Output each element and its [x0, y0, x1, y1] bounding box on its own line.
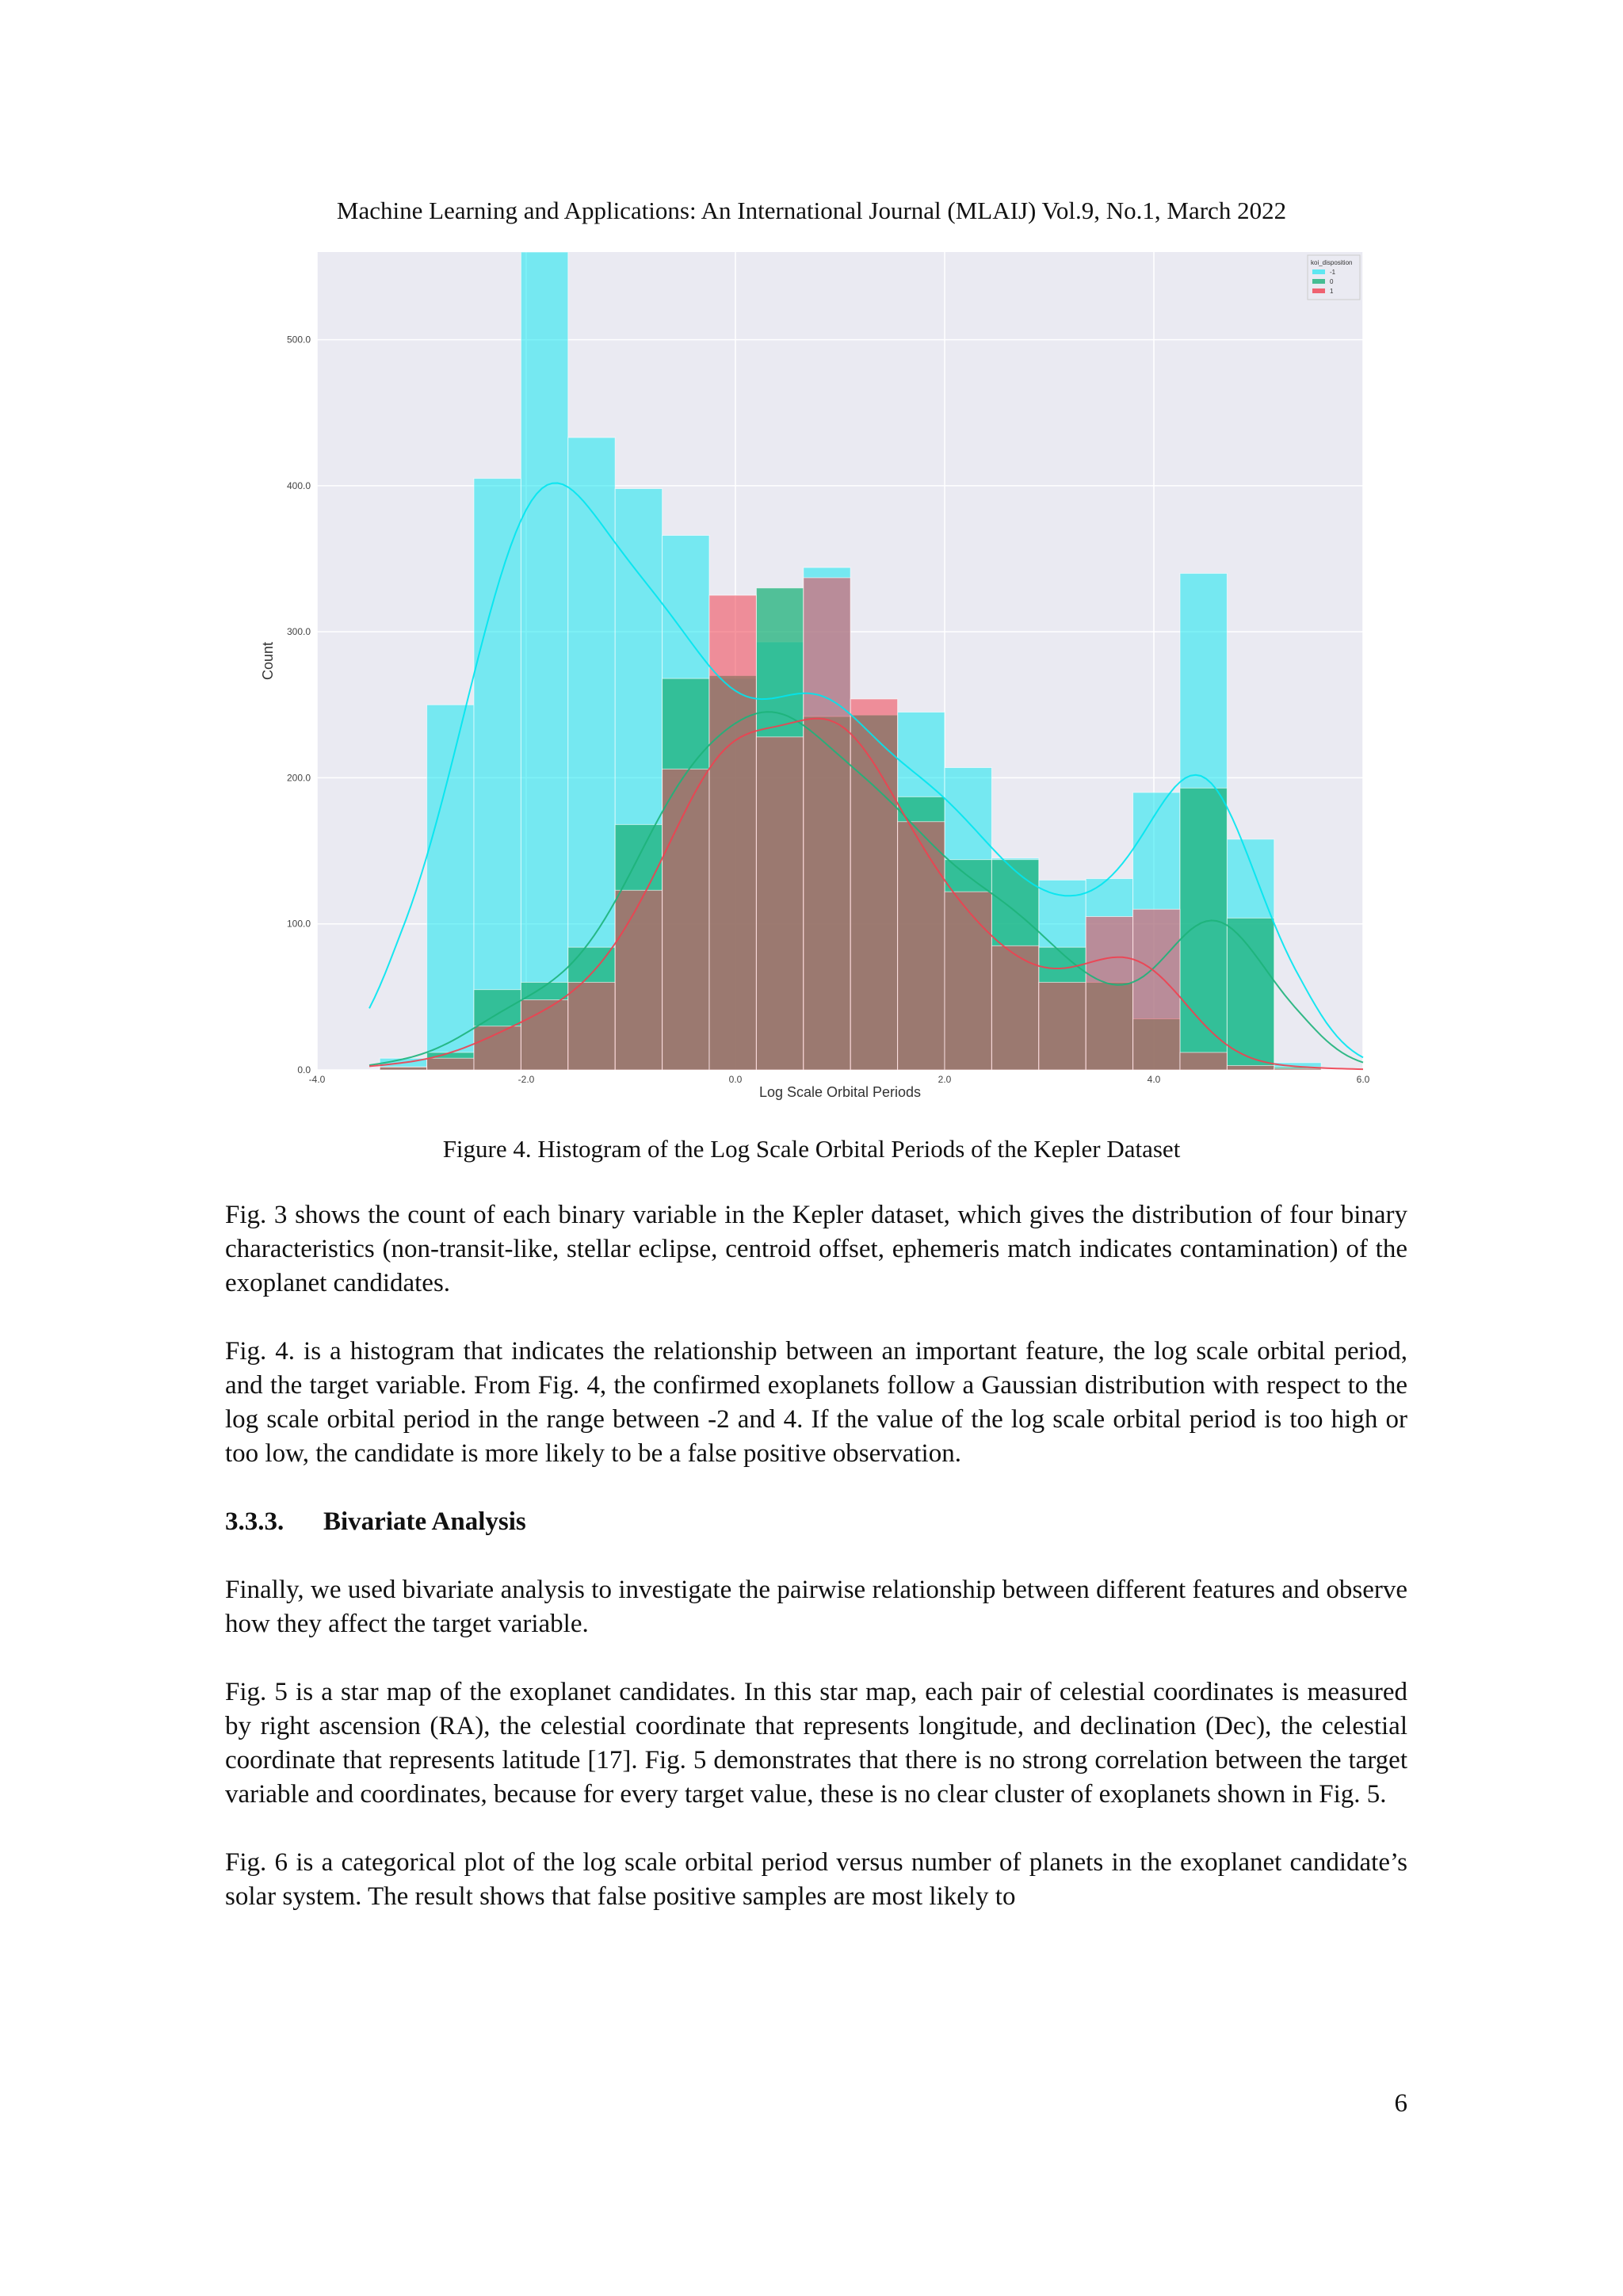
x-tick-label: 6.0	[1356, 1074, 1370, 1085]
chart-legend	[1308, 255, 1360, 300]
legend-swatch-1	[1312, 288, 1325, 293]
y-axis-label: Count	[260, 641, 276, 681]
legend-title: koi_disposition	[1311, 259, 1353, 266]
x-tick-label: -2.0	[517, 1074, 535, 1085]
histogram-bar	[991, 946, 1038, 1070]
histogram-bar	[1227, 1065, 1274, 1070]
histogram-bar	[850, 699, 897, 1070]
histogram-bar	[521, 252, 567, 1070]
legend-entry-0: 0	[1330, 278, 1334, 285]
figure-caption: Figure 4. Histogram of the Log Scale Orbital Periods of the Kepler Dataset	[442, 1135, 1181, 1163]
histogram-bar	[898, 822, 945, 1070]
section-number: 3.3.3.	[225, 1507, 285, 1536]
legend-swatch-neg1	[1312, 269, 1325, 274]
histogram-bar	[804, 578, 850, 1070]
paragraph: Fig. 3 shows the count of each binary variable in the Kepler dataset, which gives the distribution of four binary characteristics (non-transit-like, stellar eclipse, centroid offset, ephemeris match indicates contamination) of the exoplanet candidates.	[225, 1201, 1407, 1297]
y-tick-label: 300.0	[286, 626, 311, 638]
y-tick-label: 500.0	[286, 334, 311, 346]
section-heading	[225, 1505, 1407, 1539]
x-axis-label: Log Scale Orbital Periods	[758, 1084, 922, 1100]
histogram-bar	[1086, 917, 1132, 1071]
x-tick-label: 0.0	[728, 1074, 743, 1085]
histogram-bar	[427, 1058, 474, 1070]
histogram-bar	[427, 705, 474, 1070]
y-tick-label: 200.0	[286, 772, 311, 784]
y-tick-label: 400.0	[286, 479, 311, 491]
paragraph: Fig. 5 is a star map of the exoplanet candidates. In this star map, each pair of celestial coordinates is measured by right ascension (RA), the celestial coordinate that represents longitude, and declination (Dec), the celestial coordinate that represents latitude [17]. Fig. 5 demonstrates that there is no strong correlation between the target variable and coordinates, because for every target value, these is no clear cluster of exoplanets shown in Fig. 5.	[225, 1678, 1407, 1809]
legend-entry-1: 1	[1330, 288, 1334, 295]
histogram-bar	[1227, 918, 1274, 1070]
histogram-bar	[1180, 1052, 1227, 1070]
y-tick-label: 100.0	[286, 918, 311, 930]
y-tick-label: 0.0	[297, 1064, 311, 1075]
paragraph: Fig. 6 is a categorical plot of the log scale orbital period versus number of planets in the exoplanet candidate’s solar system. The result shows that false positive samples are most likely to	[225, 1848, 1407, 1911]
histogram-bar	[709, 595, 756, 1070]
legend-swatch-0	[1312, 279, 1325, 284]
histogram-bar	[663, 769, 709, 1070]
histogram-bar	[756, 737, 803, 1070]
x-tick-label: -4.0	[308, 1074, 326, 1085]
histogram-bar	[1180, 788, 1227, 1070]
paragraph: Finally, we used bivariate analysis to investigate the pairwise relationship between different features and observe how they affect the target variable.	[225, 1576, 1407, 1638]
histogram-bar	[568, 982, 615, 1070]
x-tick-label: 2.0	[938, 1074, 952, 1085]
histogram-bar	[945, 892, 991, 1070]
paragraph: Fig. 4. is a histogram that indicates the relationship between an important feature, the log scale orbital period, and the target variable. From Fig. 4, the confirmed exoplanets follow a Gaussian distribution with respect to the log scale orbital period in the range between -2 and 4. If the value of the log scale orbital period is too high or too low, the candidate is more likely to be a false positive observation.	[225, 1337, 1407, 1468]
body-text	[225, 1198, 1407, 1948]
histogram-bar	[474, 479, 521, 1070]
histogram-bar	[1039, 982, 1086, 1070]
running-header: Machine Learning and Applications: An International Journal (MLAIJ) Vol.9, No.1, March 2022	[336, 197, 1287, 224]
x-tick-label: 4.0	[1147, 1074, 1161, 1085]
page-number: 6	[1394, 2089, 1407, 2118]
histogram-chart	[254, 247, 1395, 1103]
legend-entry-neg1: -1	[1330, 269, 1336, 276]
histogram-bar	[1274, 1068, 1321, 1070]
section-title: Bivariate Analysis	[323, 1507, 526, 1536]
histogram-bar	[380, 1067, 426, 1070]
histogram-bar	[615, 890, 662, 1070]
